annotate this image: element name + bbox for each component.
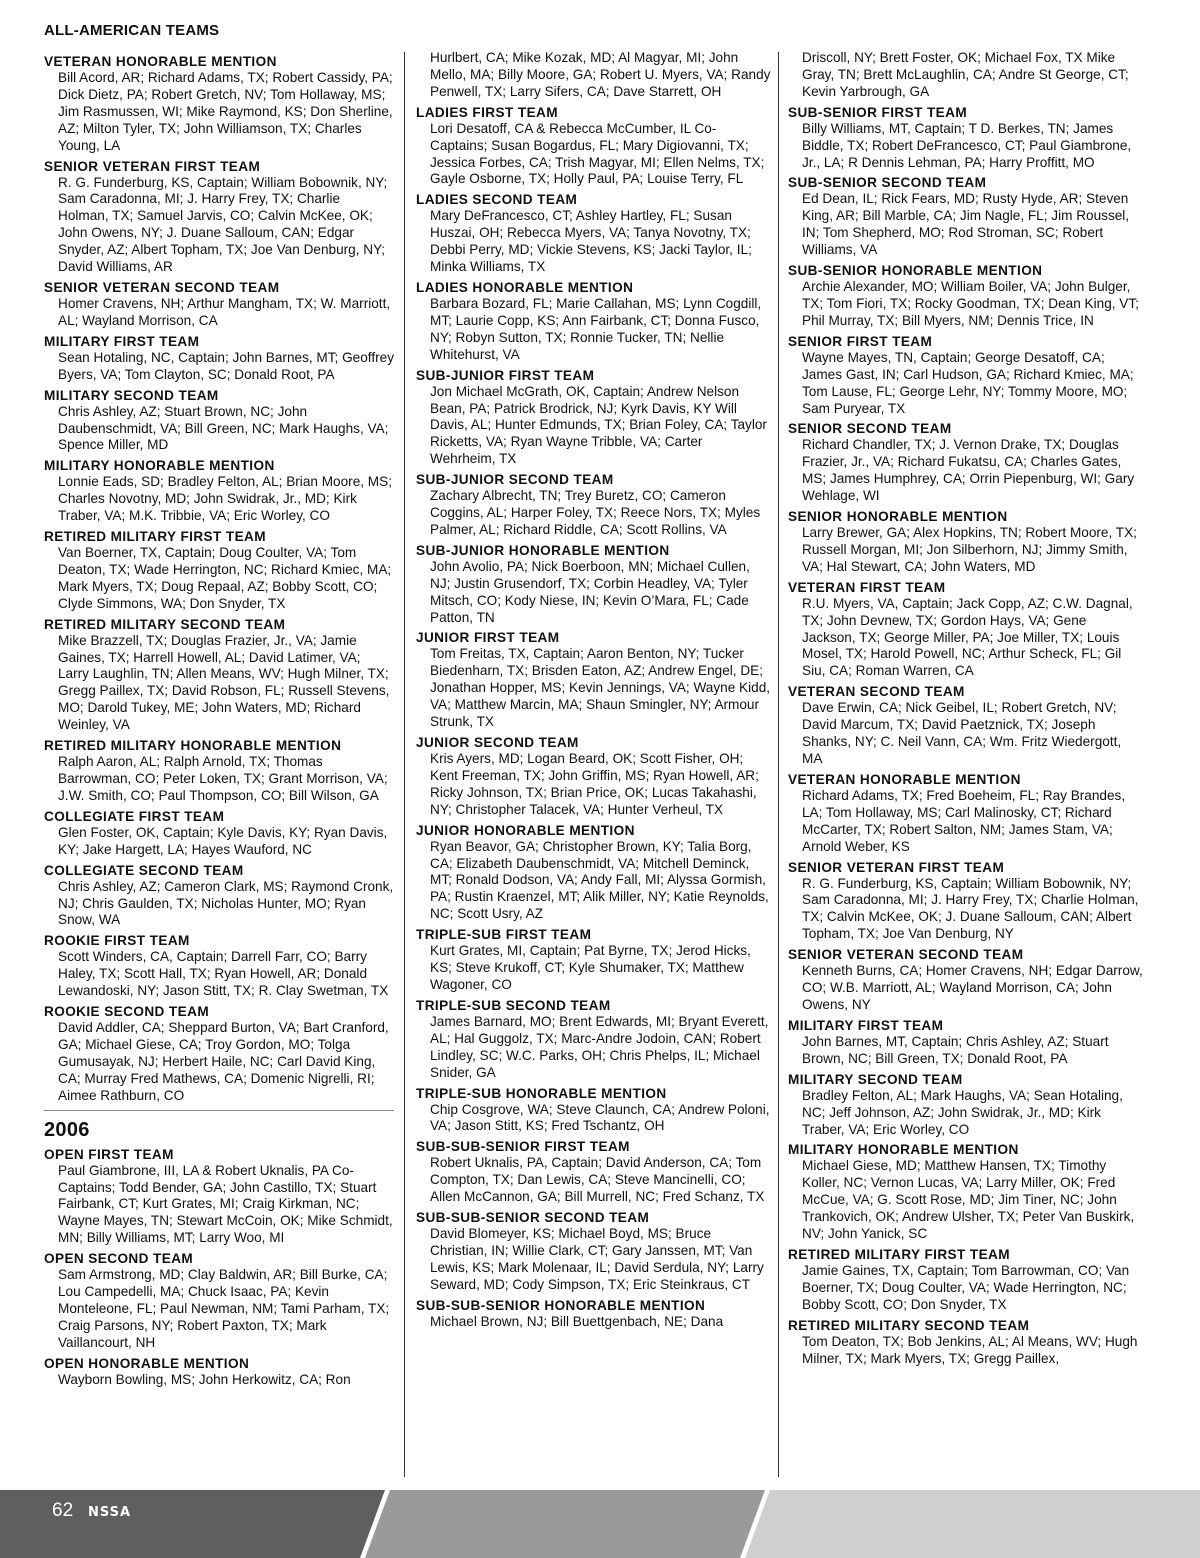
- team-heading: OPEN FIRST TEAM: [44, 1146, 174, 1162]
- team-heading: SUB-SUB-SENIOR SECOND TEAM: [416, 1210, 650, 1226]
- team-members: Bill Acord, AR; Richard Adams, TX; Robert Cassidy, PA; Dick Dietz, PA; Robert Gretch, NV; Tom Hollaway, MS; Jim Rasmussen, WI; Mike Raymond, KS; Don Sherline, AZ; Milton Tyler, TX; John Williamson, TX; Charles Young, LA: [58, 70, 393, 153]
- team-heading: SENIOR VETERAN FIRST TEAM: [788, 859, 1005, 875]
- team-members: Chip Cosgrove, WA; Steve Claunch, CA; Andrew Poloni, VA; Jason Stitt, KS; Fred Tschantz, OH: [430, 1101, 770, 1134]
- team-members: Kenneth Burns, CA; Homer Cravens, NH; Edgar Darrow, CO; W.B. Marriott, AL; Wayland Morrison, CA; John Owens, NY: [802, 963, 1143, 1012]
- team-section: [788, 508, 1143, 576]
- team-section: [416, 1138, 771, 1206]
- team-members: Tom Deaton, TX; Bob Jenkins, AL; Al Means, WV; Hugh Milner, TX; Mark Myers, TX; Gregg Paillex,: [802, 1333, 1138, 1366]
- team-heading: SENIOR VETERAN FIRST TEAM: [44, 158, 261, 174]
- team-heading: SUB-JUNIOR SECOND TEAM: [416, 472, 614, 488]
- team-members: Billy Williams, MT, Captain; T D. Berkes, TN; James Biddle, TX; Robert DeFrancesco, CT; Paul Giambrone, Jr., LA; R Dennis Lehman, PA; Harry Proffitt, MO: [802, 120, 1132, 170]
- team-section: [416, 50, 771, 101]
- team-section: [44, 737, 394, 805]
- team-section: [788, 771, 1143, 856]
- team-section: [788, 333, 1143, 418]
- team-section: [788, 50, 1143, 101]
- team-section: [44, 158, 394, 276]
- team-heading: MILITARY SECOND TEAM: [788, 1071, 963, 1087]
- team-members: David Blomeyer, KS; Michael Boyd, MS; Bruce Christian, IN; Willie Clark, CT; Gary Janssen, MT; Van Lewis, KS; Mark Molenaar, IL; David Serdula, NY; Larry Seward, MD; Cody Simpson, TX; Eric Steinkraus, CT: [430, 1226, 764, 1292]
- team-members: Jon Michael McGrath, OK, Captain; Andrew Nelson Bean, PA; Patrick Brodrick, NJ; Kyrk Davis, KY Will Davis, AL; Hunter Edmunds, TX; Brian Foley, CA; Taylor Ricketts, VA; Ryan Wayne Tribble, VA; Carter Wehrheim, TX: [430, 383, 767, 467]
- team-heading: JUNIOR SECOND TEAM: [416, 735, 579, 750]
- team-members: Larry Brewer, GA; Alex Hopkins, TN; Robert Moore, TX; Russell Morgan, MI; Jon Silberhorn, NJ; Jimmy Smith, VA; Hal Stewart, CA; John Waters, MD: [802, 525, 1137, 574]
- team-heading: SENIOR VETERAN SECOND TEAM: [788, 947, 1024, 963]
- team-heading: VETERAN FIRST TEAM: [788, 579, 946, 595]
- team-members: David Addler, CA; Sheppard Burton, VA; Bart Cranford, GA; Michael Giese, CA; Troy Gordon, MO; Tolga Gumusayak, NJ; Herbert Haile, NC; Carl David King, CA; Murray Fred Mathews, CA; Domenic Nigrelli, RI; Aimee Rathburn, CO: [58, 1020, 389, 1103]
- column-3: [788, 50, 1143, 1368]
- team-heading: VETERAN SECOND TEAM: [788, 684, 965, 700]
- team-section: [788, 420, 1143, 505]
- team-section: [416, 279, 771, 364]
- team-members: Driscoll, NY; Brett Foster, OK; Michael Fox, TX Mike Gray, TN; Brett McLaughlin, CA; Andre St George, CT; Kevin Yarbrough, GA: [802, 50, 1129, 99]
- blocks-container: [416, 50, 771, 1331]
- team-members: Hurlbert, CA; Mike Kozak, MD; Al Magyar, MI; John Mello, MA; Billy Moore, GA; Robert U. Myers, VA; Randy Penwell, TX; Larry Sifers, CA; Dave Starrett, OH: [430, 50, 771, 99]
- team-members: Richard Adams, TX; Fred Boeheim, FL; Ray Brandes, LA; Tom Hollaway, MS; Carl Malinosky, CT; Richard McCarter, TX; Robert Salton, NM; James Stam, VA; Arnold Weber, KS: [802, 787, 1126, 854]
- team-section: [788, 262, 1143, 330]
- team-members: Archie Alexander, MO; William Boiler, VA; John Bulger, TX; Tom Fiori, TX; Rocky Goodman, TX; Dean King, VT; Phil Murray, TX; Bill Myers, NM; Dennis Trice, IN: [802, 279, 1139, 328]
- team-section: [44, 528, 394, 613]
- team-heading: RETIRED MILITARY SECOND TEAM: [44, 616, 286, 632]
- team-section: [44, 1146, 394, 1248]
- team-section: [788, 946, 1143, 1014]
- team-section: [788, 104, 1143, 172]
- team-heading: SUB-SENIOR HONORABLE MENTION: [788, 263, 1043, 279]
- team-members: Ryan Beavor, GA; Christopher Brown, KY; Talia Borg, CA; Elizabeth Daubenschmidt, VA; Mitchell Deminck, MT; Ronald Dodson, VA; Andy Fall, MI; Alyssa Gormish, PA; Rustin Kraenzel, MT; Alik Miller, NY; Katie Reynolds, NC; Scott Usry, AZ: [430, 838, 769, 922]
- team-section: [416, 734, 771, 819]
- team-heading: SENIOR HONORABLE MENTION: [788, 509, 1008, 525]
- team-heading: OPEN HONORABLE MENTION: [44, 1355, 250, 1371]
- team-section: [44, 457, 394, 525]
- team-heading: SUB-SENIOR FIRST TEAM: [788, 104, 968, 120]
- footer-band: [0, 1490, 1200, 1558]
- team-members: Glen Foster, OK, Captain; Kyle Davis, KY; Ryan Davis, KY; Jake Hargett, LA; Hayes Wauford, NC: [58, 824, 388, 857]
- team-members: Tom Freitas, TX, Captain; Aaron Benton, NY; Tucker Biedenharn, TX; Brisden Eaton, AZ; Andrew Engel, DE; Jonathan Hopper, MS; Kevin Jennings, VA; Wayne Kidd, VA; Matthew Marcin, MA; Shaun Smingler, NY; Armour Strunk, TX: [430, 646, 771, 730]
- team-members: Ralph Aaron, AL; Ralph Arnold, TX; Thomas Barrowman, CO; Peter Loken, TX; Grant Morrison, VA; J.W. Smith, CO; Paul Thompson, CO; Bill Wilson, GA: [58, 754, 388, 803]
- team-heading: RETIRED MILITARY HONORABLE MENTION: [44, 738, 342, 754]
- team-members: Kris Ayers, MD; Logan Beard, OK; Scott Fisher, OH; Kent Freeman, TX; John Griffin, MS; Ryan Howell, AR; Ricky Johnson, TX; Brian Price, OK; Lucas Takahashi, NY; Christopher Talacek, VA; Hunter Verheul, TX: [430, 751, 759, 817]
- team-heading: RETIRED MILITARY SECOND TEAM: [788, 1317, 1030, 1333]
- team-section: [416, 1297, 771, 1331]
- team-heading: LADIES SECOND TEAM: [416, 192, 578, 208]
- team-members: Mike Brazzell, TX; Douglas Frazier, Jr., VA; Jamie Gaines, TX; Harrell Howell, AL; David Latimer, VA; Larry Laughlin, TN; Allen Means, WV; Hugh Milner, TX; Gregg Paillex, TX; David Robson, FL; Russell Stevens, MO; Darold Tukey, ME; John Waters, MD; Richard Weinley, VA: [58, 632, 390, 733]
- year-divider: [44, 1110, 394, 1111]
- team-heading: SUB-SENIOR SECOND TEAM: [788, 175, 987, 191]
- team-section: [416, 542, 771, 627]
- team-members: Dave Erwin, CA; Nick Geibel, IL; Robert Gretch, NV; David Marcum, TX; David Paetznick, TX; Joseph Shanks, NY; C. Neil Vann, CA; Wm. Fritz Wiedergott, MA: [802, 700, 1122, 766]
- team-members: R.U. Myers, VA, Captain; Jack Copp, AZ; C.W. Dagnal, TX; John Devnew, TX; Gordon Hays, VA; Gene Jackson, TX; George Miller, PA; Joe Miller, TX; Louis Mosel, TX; Harold Powell, NC; Arthur Scheck, FL; Gil Siu, CA; Roman Warren, CA: [802, 595, 1133, 679]
- team-members: Sean Hotaling, NC, Captain; John Barnes, MT; Geoffrey Byers, VA; Tom Clayton, SC; Donald Root, PA: [58, 349, 394, 382]
- org-logo-text: NSSA: [88, 1505, 132, 1520]
- team-heading: MILITARY FIRST TEAM: [44, 333, 200, 349]
- team-section: [788, 1071, 1143, 1139]
- team-members: Lori Desatoff, CA & Rebecca McCumber, IL Co-Captains; Susan Bogardus, FL; Mary Digiovanni, TX; Jessica Forbes, CA; Trish Magyar, MI; Ellen Nelms, TX; Gayle Osborne, TX; Holly Paul, PA; Louise Terry, FL: [430, 120, 765, 187]
- team-section: [44, 53, 394, 155]
- team-heading: COLLEGIATE FIRST TEAM: [44, 808, 225, 824]
- team-heading: ROOKIE SECOND TEAM: [44, 1004, 210, 1020]
- team-section: [44, 1355, 394, 1389]
- team-section: [44, 1250, 394, 1352]
- team-members: Ed Dean, IL; Rick Fears, MD; Rusty Hyde, AR; Steven King, AR; Bill Marble, CA; Jim Nagle, FL; Jim Roussel, IN; Tom Shepherd, MO; Rod Stroman, SC; Robert Williams, VA: [802, 191, 1130, 258]
- team-members: John Barnes, MT, Captain; Chris Ashley, AZ; Stuart Brown, NC; Bill Green, TX; Donald Root, PA: [802, 1033, 1109, 1066]
- team-section: [416, 822, 771, 924]
- team-members: Chris Ashley, AZ; Stuart Brown, NC; John Daubenschmidt, VA; Bill Green, NC; Mark Haughs, VA; Spence Miller, MD: [58, 403, 389, 453]
- team-members: R. G. Funderburg, KS, Captain; William Bobownik, NY; Sam Caradonna, MI; J. Harry Frey, TX; Charlie Holman, TX; Calvin McKee, OK; J. Duane Salloum, CAN; Albert Topham, TX; Joe Van Denburg, NY: [802, 875, 1139, 942]
- team-members: Bradley Felton, AL; Mark Haughs, VA; Sean Hotaling, NC; Jeff Johnson, AZ; John Swidrak, Jr., MD; Kirk Traber, VA; Eric Worley, CO: [802, 1087, 1123, 1137]
- team-heading: MILITARY FIRST TEAM: [788, 1017, 944, 1033]
- team-section: [44, 932, 394, 1000]
- team-section: [416, 191, 771, 276]
- team-heading: VETERAN HONORABLE MENTION: [44, 54, 277, 69]
- team-heading: SENIOR FIRST TEAM: [788, 333, 933, 349]
- team-members: Zachary Albrecht, TN; Trey Buretz, CO; Cameron Coggins, AL; Harper Foley, TX; Reece Nors, TX; Myles Palmer, AL; Richard Riddle, CA; Scott Rollins, VA: [430, 488, 761, 537]
- team-members: John Avolio, PA; Nick Boerboon, MN; Michael Cullen, NJ; Justin Grusendorf, TX; Corbin Headley, VA; Tyler Mitsch, CO; Kody Niese, IN; Kevin O’Mara, FL; Cade Patton, TN: [430, 558, 750, 625]
- team-members: Van Boerner, TX, Captain; Doug Coulter, VA; Tom Deaton, TX; Wade Herrington, NC; Richard Kmiec, MA; Mark Myers, TX; Doug Repaal, AZ; Bobby Scott, CO; Clyde Simmons, WA; Don Snyder, TX: [58, 545, 392, 611]
- page-number: 62: [52, 1500, 74, 1521]
- team-section: [788, 859, 1143, 944]
- team-heading: TRIPLE-SUB SECOND TEAM: [416, 997, 611, 1013]
- team-section: [416, 926, 771, 994]
- team-members: James Barnard, MO; Brent Edwards, MI; Bryant Everett, AL; Hal Guggolz, TX; Marc-Andre Jodoin, CAN; Robert Lindley, SC; W.C. Parks, OH; Chris Phelps, IL; Michael Snider, GA: [430, 1013, 769, 1080]
- team-section: [416, 1085, 771, 1136]
- team-section: [44, 862, 394, 930]
- team-section: [788, 683, 1143, 768]
- team-heading: RETIRED MILITARY FIRST TEAM: [44, 529, 266, 545]
- team-members: Jamie Gaines, TX, Captain; Tom Barrowman, CO; Van Boerner, TX; Doug Coulter, VA; Wade Herrington, NC; Bobby Scott, CO; Don Snyder, TX: [802, 1262, 1130, 1312]
- team-section: [788, 579, 1143, 681]
- team-heading: LADIES FIRST TEAM: [416, 104, 558, 120]
- team-members: R. G. Funderburg, KS, Captain; William Bobownik, NY; Sam Caradonna, MI; J. Harry Frey, TX; Charlie Holman, TX; Samuel Jarvis, CO; Calvin McKee, OK; John Owens, NY; J. Duane Salloum, CAN; Edgar Snyder, AZ; Albert Topham, TX; Joe Van Denburg, NY; David Williams, AR: [58, 174, 388, 275]
- team-heading: SUB-JUNIOR FIRST TEAM: [416, 367, 595, 383]
- team-heading: COLLEGIATE SECOND TEAM: [44, 862, 244, 878]
- team-members: Wayne Mayes, TN, Captain; George Desatoff, CA; James Gast, IN; Carl Hudson, GA; Richard Kmiec, MA; Tom Lause, FL; George Lehr, NY; Tommy Moore, MO; Sam Puryear, TX: [802, 349, 1134, 416]
- team-members: Chris Ashley, AZ; Cameron Clark, MS; Raymond Cronk, NJ; Chris Gaulden, TX; Nicholas Hunter, MO; Ryan Snow, WA: [58, 878, 394, 928]
- page-title: ALL-AMERICAN TEAMS: [44, 22, 220, 39]
- team-members: Wayborn Bowling, MS; John Herkowitz, CA; Ron: [58, 1371, 351, 1387]
- team-heading: MILITARY HONORABLE MENTION: [788, 1142, 1019, 1158]
- blocks-container: [44, 53, 394, 1105]
- team-members: Barbara Bozard, FL; Marie Callahan, MS; Lynn Cogdill, MT; Laurie Copp, KS; Ann Fairbank, CT; Donna Fusco, NY; Robyn Sutton, TX; Ronnie Tucker, TN; Nellie Whitehurst, VA: [430, 295, 762, 362]
- team-heading: RETIRED MILITARY FIRST TEAM: [788, 1246, 1010, 1262]
- team-section: [416, 629, 771, 731]
- team-heading: SENIOR VETERAN SECOND TEAM: [44, 279, 280, 295]
- year-blocks-container: [44, 1146, 394, 1389]
- team-heading: SUB-JUNIOR HONORABLE MENTION: [416, 542, 670, 558]
- team-members: Homer Cravens, NH; Arthur Mangham, TX; W. Marriott, AL; Wayland Morrison, CA: [58, 295, 391, 328]
- team-heading: OPEN SECOND TEAM: [44, 1251, 194, 1267]
- team-section: [416, 997, 771, 1082]
- footer-graphic: [0, 1490, 1200, 1558]
- team-members: Scott Winders, CA, Captain; Darrell Farr, CO; Barry Haley, TX; Scott Hall, TX; Ryan Howell, AR; Donald Lewandoski, NY; Jason Stitt, TX; R. Clay Swetman, TX: [58, 949, 389, 999]
- team-members: Michael Brown, NJ; Bill Buettgenbach, NE; Dana: [430, 1313, 724, 1329]
- team-members: Michael Giese, MD; Matthew Hansen, TX; Timothy Koller, NC; Vernon Lucas, VA; Larry Miller, OK; Fred McCue, VA; G. Scott Rose, MD; Jim Tiner, NC; John Trankovich, OK; Andrew Ulsher, TX; Peter Van Buskirk, NV; John Yanick, SC: [802, 1158, 1135, 1242]
- column-2: [416, 50, 771, 1332]
- team-heading: JUNIOR HONORABLE MENTION: [416, 822, 635, 838]
- team-section: [416, 367, 771, 469]
- team-section: [788, 1017, 1143, 1068]
- team-members: Richard Chandler, TX; J. Vernon Drake, TX; Douglas Frazier, Jr., VA; Richard Fukatsu, CA; Charles Gates, MS; James Humphrey, CA; Orrin Piepenburg, WI; Gary Wehlage, WI: [802, 437, 1135, 504]
- team-heading: SUB-SUB-SENIOR HONORABLE MENTION: [416, 1297, 706, 1313]
- team-heading: ROOKIE FIRST TEAM: [44, 933, 190, 949]
- team-section: [44, 333, 394, 384]
- team-heading: TRIPLE-SUB FIRST TEAM: [416, 927, 592, 943]
- team-section: [788, 174, 1143, 259]
- team-members: Paul Giambrone, III, LA & Robert Uknalis, PA Co-Captains; Todd Bender, GA; John Castillo, TX; Stuart Fairbank, CT; Kurt Grates, MI; Craig Kirkman, NC; Wayne Mayes, TN; Stewart McCoin, OK; Mike Schmidt, MN; Billy Williams, MT; Larry Woo, MI: [58, 1162, 393, 1246]
- team-members: Lonnie Eads, SD; Bradley Felton, AL; Brian Moore, MS; Charles Novotny, MD; John Swidrak, Jr., MD; Kirk Traber, VA; M.K. Tribbie, VA; Eric Worley, CO: [58, 474, 392, 524]
- team-section: [788, 1246, 1143, 1314]
- team-section: [416, 1209, 771, 1294]
- team-heading: MILITARY HONORABLE MENTION: [44, 458, 275, 474]
- team-members: Robert Uknalis, PA, Captain; David Anderson, CA; Tom Compton, TX; Dan Lewis, CA; Steve Mancinelli, CO; Allen McCannon, GA; Bill Murrell, NC; Fred Schanz, TX: [430, 1155, 765, 1205]
- team-section: [416, 104, 771, 189]
- team-heading: TRIPLE-SUB HONORABLE MENTION: [416, 1085, 667, 1101]
- team-heading: LADIES HONORABLE MENTION: [416, 279, 634, 295]
- team-members: Sam Armstrong, MD; Clay Baldwin, AR; Bill Burke, CA; Lou Campedelli, MA; Chuck Isaac, PA; Kevin Monteleone, FL; Paul Newman, NM; Tami Parham, TX; Craig Parsons, NY; Robert Paxton, TX; Mark Vaillancourt, NH: [58, 1267, 390, 1350]
- year-heading: 2006: [44, 1118, 90, 1141]
- team-section: [788, 1317, 1143, 1368]
- column-divider: [778, 52, 779, 1477]
- team-section: [788, 1141, 1143, 1243]
- team-heading: SENIOR SECOND TEAM: [788, 421, 952, 437]
- team-members: Kurt Grates, MI, Captain; Pat Byrne, TX; Jerod Hicks, KS; Steve Krukoff, CT; Kyle Shumaker, TX; Matthew Wagoner, CO: [430, 943, 751, 992]
- team-heading: VETERAN HONORABLE MENTION: [788, 771, 1021, 787]
- team-section: [44, 616, 394, 734]
- team-section: [44, 279, 394, 330]
- blocks-container: [788, 50, 1143, 1367]
- team-section: [416, 471, 771, 539]
- team-heading: JUNIOR FIRST TEAM: [416, 630, 560, 646]
- team-heading: MILITARY SECOND TEAM: [44, 387, 219, 403]
- column-1: [44, 50, 394, 1390]
- team-section: [44, 808, 394, 859]
- column-divider: [404, 52, 405, 1477]
- team-section: [44, 1003, 394, 1105]
- team-heading: SUB-SUB-SENIOR FIRST TEAM: [416, 1139, 630, 1155]
- team-section: [44, 387, 394, 455]
- team-members: Mary DeFrancesco, CT; Ashley Hartley, FL; Susan Huszai, OH; Rebecca Myers, VA; Tanya Novotny, TX; Debbi Perry, MD; Vickie Stevens, KS; Jacki Taylor, IL; Minka Williams, TX: [430, 208, 752, 275]
